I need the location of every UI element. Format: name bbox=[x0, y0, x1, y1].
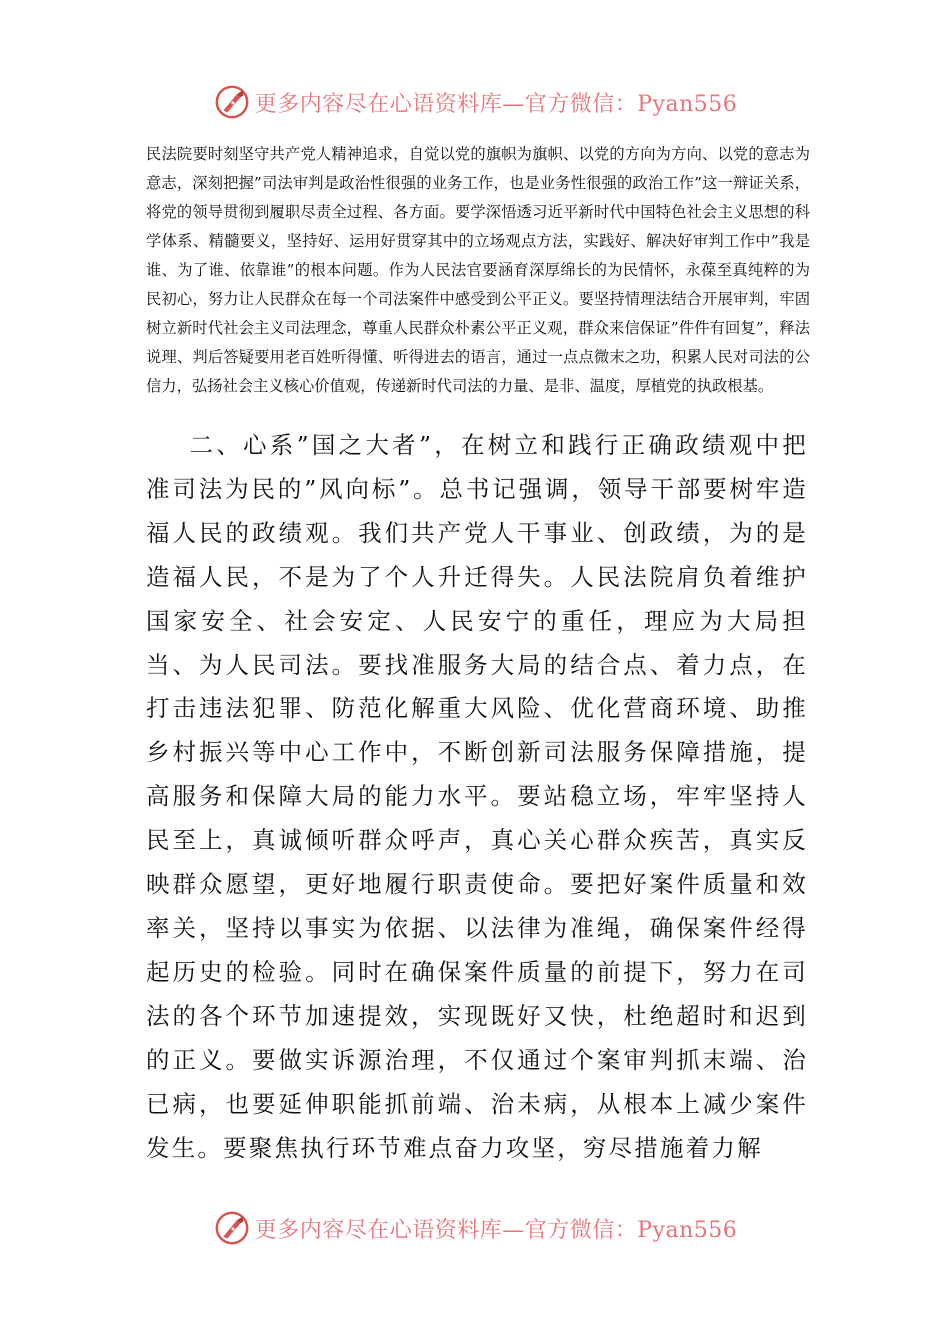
paragraph-intro: 民法院要时刻坚守共产党人精神追求，自觉以党的旗帜为旗帜、以党的方向为方向、以党的意志为意志，深刻把握”司法审判是政治性很强的业务工作，也是业务性很强的政治工作”这一辩证关系，将党的领导贯彻到履职尽责全过程、各方面。要学深悟透习近平新时代中国特色社会主义思想的科学体系、精髓要义，坚持好、运用好贯穿其中的立场观点方法，实践好、解决好审判工作中”我是谁、为了谁、依靠谁”的根本问题。作为人民法官要涵育深厚绵长的为民情怀，永葆至真纯粹的为民初心，努力让人民群众在每一个司法案件中感受到公平正义。要坚持情理法结合开展审判，牢固树立新时代社会主义司法理念，尊重人民群众朴素公平正义观，群众来信保证”件件有回复”，释法说理、判后答疑要用老百姓听得懂、听得进去的语言，通过一点点微末之功，积累人民对司法的公信力，弘扬社会主义核心价值观，传递新时代司法的力量、是非、温度，厚植党的执政根基。 bbox=[146, 145, 810, 395]
paragraph-section-two: 二、心系”国之大者”，在树立和践行正确政绩观中把准司法为民的”风向标”。总书记强调，领导干部要树牢造福人民的政绩观。我们共产党人干事业、创政绩，为的是造福人民，不是为了个人升迁得失。人民法院肩负着维护国家安全、社会安定、人民安宁的重任，理应为大局担当、为人民司法。要找准服务大局的结合点、着力点，在打击违法犯罪、防范化解重大风险、优化营商环境、助推乡村振兴等中心工作中，不断创新司法服务保障措施，提高服务和保障大局的能力水平。要站稳立场，牢牢坚持人民至上，真诚倾听群众呼声，真心关心群众疾苦，真实反映群众愿望，更好地履行职责使命。要把好案件质量和效率关，坚持以事实为依据、以法律为准绳，确保案件经得起历史的检验。同时在确保案件质量的前提下，努力在司法的各个环节加速提效，实现既好又快，杜绝超时和迟到的正义。要做实诉源治理，不仅通过个案审判抓末端、治已病，也要延伸职能抓前端、治未病，从根本上减少案件发生。要聚焦执行环节难点奋力攻坚，穷尽措施着力解 bbox=[146, 431, 808, 1162]
header-watermark-banner bbox=[0, 82, 950, 122]
footer-watermark-banner bbox=[0, 1208, 950, 1248]
header-watermark-text: 更多内容尽在心语资料库—官方微信：Pyan556 bbox=[254, 91, 738, 117]
pen-nib-logo-icon bbox=[213, 1209, 251, 1247]
pen-nib-logo-icon bbox=[213, 83, 251, 121]
footer-watermark-text: 更多内容尽在心语资料库—官方微信：Pyan556 bbox=[254, 1217, 738, 1243]
